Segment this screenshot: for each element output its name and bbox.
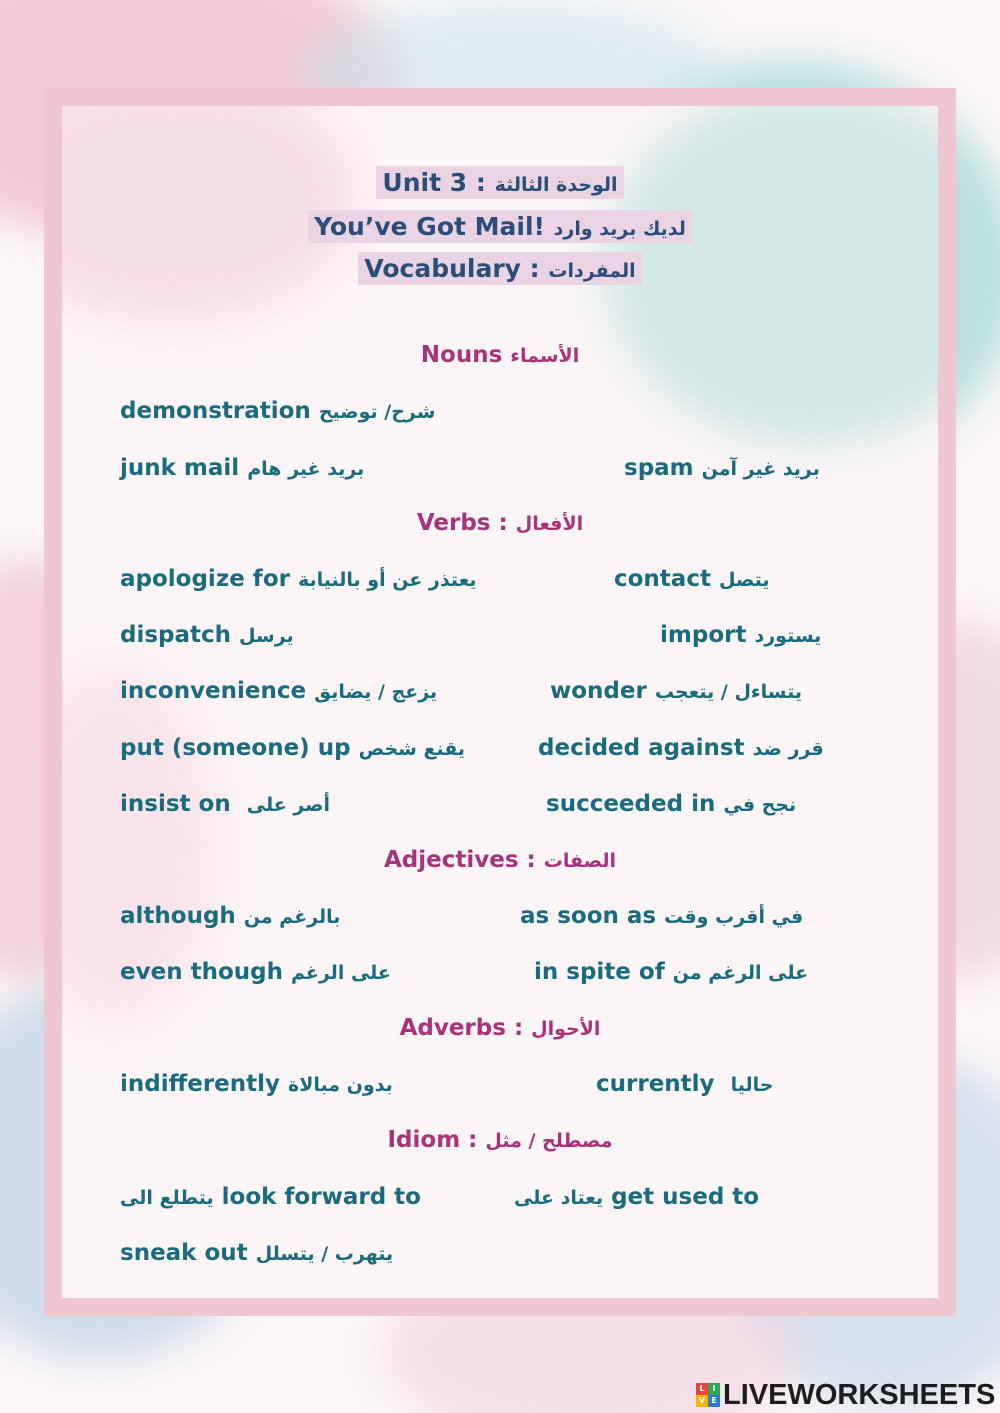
vocab-entry-contact: contact يتصل xyxy=(614,566,770,592)
vocab-entry-look-forward-to: يتطلع الى look forward to xyxy=(120,1184,421,1210)
vocab-entry-dispatch: dispatch يرسل xyxy=(120,622,294,648)
vocab-entry-sneak-out: sneak out يتهرب / يتسلل xyxy=(120,1240,394,1266)
section-heading-nouns: Nouns الأسماء xyxy=(420,342,580,368)
vocab-entry-spam: spam بريد غير آمن xyxy=(624,455,820,481)
vocab-entry-indifferently: indifferently بدون مبالاة xyxy=(120,1071,393,1097)
vocab-entry-get-used-to: يعتاد على get used to xyxy=(514,1184,760,1210)
vocab-entry-demonstration: demonstration شرح/ توضيح xyxy=(120,398,436,424)
logo-tile-icon: L I V E xyxy=(696,1383,720,1407)
vocab-entry-import: import يستورد xyxy=(660,622,822,648)
vocab-entry-currently: currently حاليا xyxy=(596,1071,774,1097)
section-heading-adverbs: Adverbs : الأحوال xyxy=(399,1015,601,1041)
vocab-entry-decided-against: decided against قرر ضد xyxy=(538,735,824,761)
section-heading-adjectives: Adjectives : الصفات xyxy=(383,847,617,873)
vocab-entry-inconvenience: inconvenience يزعج / يضايق xyxy=(120,678,438,704)
vocab-entry-even-though: even though على الرغم xyxy=(120,959,391,985)
vocab-entry-wonder: wonder يتساءل / يتعجب xyxy=(550,678,803,704)
vocabulary-title: Vocabulary : المفردات xyxy=(0,254,1000,283)
vocab-entry-apologize-for: apologize for يعتذر عن أو بالنيابة xyxy=(120,566,477,592)
liveworksheets-logo[interactable] xyxy=(696,1380,995,1410)
vocab-entry-junk-mail: junk mail بريد غير هام xyxy=(120,455,365,481)
lesson-title: You’ve Got Mail! لديك بريد وارد xyxy=(0,212,1000,241)
vocab-entry-in-spite-of: in spite of على الرغم من xyxy=(534,959,809,985)
section-heading-idiom: Idiom : مصطلح / مثل xyxy=(387,1127,613,1153)
vocab-entry-put-someone-up: put (someone) up يقنع شخص xyxy=(120,735,466,761)
vocab-entry-although: although بالرغم من xyxy=(120,903,341,929)
vocab-entry-insist-on: insist on أصر على xyxy=(120,791,330,817)
section-heading-verbs: Verbs : الأفعال xyxy=(416,510,584,536)
vocab-entry-as-soon-as: as soon as في أقرب وقت xyxy=(520,903,804,929)
vocab-entry-succeeded-in: succeeded in نجح في xyxy=(546,791,797,817)
unit-title: Unit 3 : الوحدة الثالثة xyxy=(0,168,1000,197)
brand-name: LIVEWORKSHEETS xyxy=(723,1378,996,1411)
